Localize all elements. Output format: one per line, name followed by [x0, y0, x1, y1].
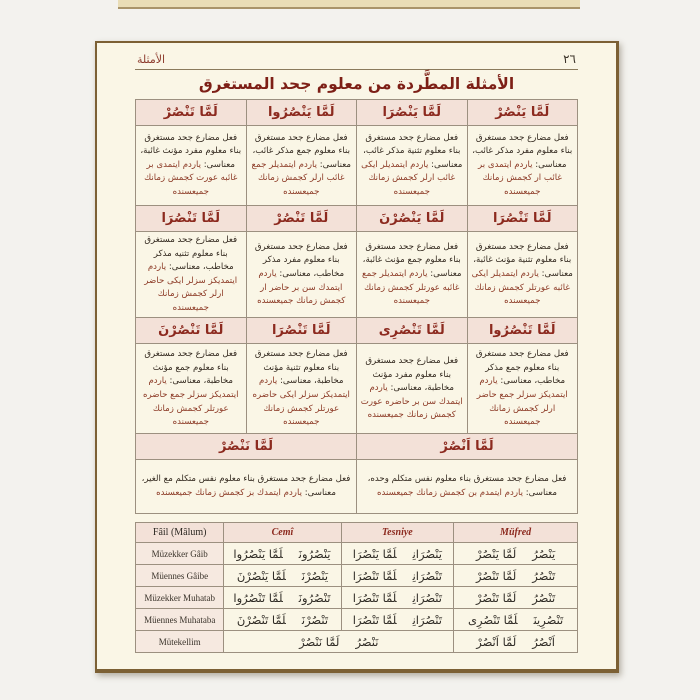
conjugation-cell: تَنْصُرَانِلَمَّا تَنْصُرَا — [341, 609, 454, 631]
conjugation-cell: يَنْصُرْنَلَمَّا يَنْصُرْنَ — [224, 565, 341, 587]
conjugation-cell: تَنْصُرُلَمَّا تَنْصُرْ — [454, 565, 578, 587]
verb-form-header: لَمَّا تَنْصُرَا — [136, 206, 247, 232]
conjugation-cell: نَنْصُرُلَمَّا نَنْصُرْ — [224, 631, 454, 653]
conjugation-cell: يَنْصُرُونَلَمَّا يَنْصُرُوا — [224, 543, 341, 565]
conjugation-cell: تَنْصُرَانِلَمَّا تَنْصُرَا — [341, 565, 454, 587]
verb-form-header: لَمَّا تَنْصُرْ — [136, 100, 247, 126]
verb-description-cell: فعل مضارع جحد مستغرق بناء معلوم جمع مذكر مخاطب، معناسى: ياردم ايتمديكز سزلر جمع حاضر ارلر كجمش زمانك جميعسنده — [467, 344, 578, 434]
person-row-label: Müzekker Muhatab — [136, 587, 224, 609]
number-column-header: Cemî — [224, 523, 341, 543]
verb-form-header: لَمَّا يَنْصُرُوا — [246, 100, 357, 126]
running-title: الأمثلة — [137, 53, 166, 66]
conjugation-cell: تَنْصُرْنَلَمَّا تَنْصُرْنَ — [224, 609, 341, 631]
verb-description-cell: فعل مضارع جحد مستغرق بناء معلوم جمع مذكر غائب، معناسى: ياردم ايتمديلر جمع غائب ارلر كجمش زمانك جميعسنده — [246, 126, 357, 206]
verb-form-header: لَمَّا تَنْصُرْنَ — [136, 318, 247, 344]
paradigm-grid — [135, 99, 578, 514]
verb-form-header: لَمَّا اَنْصُرْ — [357, 434, 578, 460]
conjugation-summary-table — [135, 522, 578, 653]
verb-form-header: لَمَّا تَنْصُرِى — [357, 318, 468, 344]
verb-description-cell: فعل مضارع جحد مستغرق بناء معلوم تثنية مؤنث مخاطبة، معناسى: ياردم ايتمديكز سزلر ايكى حاضره عورتلر كجمش زمانك جميعسنده — [246, 344, 357, 434]
verb-form-header: لَمَّا يَنْصُرْ — [467, 100, 578, 126]
verb-description-cell: فعل مضارع جحد مستغرق بناء معلوم مفرد مذكر مخاطب، معناسى: ياردم ايتمدك سن بر حاضر ار كجمش زمانك جميعسنده — [246, 232, 357, 318]
verb-description-cell: فعل مضارع جحد مستغرق بناء معلوم نفس متكلم مع الغير، معناسى: ياردم ايتمدك بز كجمش زمانك جميعسنده — [136, 460, 357, 514]
conjugation-cell: تَنْصُرَانِلَمَّا تَنْصُرَا — [341, 587, 454, 609]
verb-description-cell: فعل مضارع جحد مستغرق بناء معلوم تثنية مذكر غائب، معناسى: ياردم ايتمديلر ايكى غائب ارلر كجمش زمانك جميعسنده — [357, 126, 468, 206]
verb-form-header: لَمَّا نَنْصُرْ — [136, 434, 357, 460]
number-column-header: Müfred — [454, 523, 578, 543]
verb-form-header: لَمَّا تَنْصُرَا — [467, 206, 578, 232]
verb-description-cell: فعل مضارع جحد مستغرق بناء معلوم تثنيه مذكر مخاطب، معناسى: ياردم ايتمديكز سزلر ايكى حاضر ارلر كجمش زمانك جميعسنده — [136, 232, 247, 318]
verb-form-header: لَمَّا يَنْصُرْنَ — [357, 206, 468, 232]
person-row-label: Müennes Gâibe — [136, 565, 224, 587]
verb-form-header: لَمَّا تَنْصُرْ — [246, 206, 357, 232]
fail-malum-column-header: Fâil (Mâlum) — [136, 523, 224, 543]
verb-description-cell: فعل مضارع جحد مستغرق بناء معلوم مفرد مؤنث مخاطبة، معناسى: ياردم ايتمدك سن بر حاضره عورت كجمش زمانك جميعسنده — [357, 344, 468, 434]
verb-description-cell: فعل مضارع جحد مستغرق بناء معلوم جمع مؤنث مخاطبة، معناسى: ياردم ايتمديكز سزلر جمع حاضره عورتلر كجمش زمانك جميعسنده — [136, 344, 247, 434]
verb-description-cell: فعل مضارع جحد مستغرق بناء معلوم تثنية مؤنث غائبة، معناسى: ياردم ايتمديلر ايكى غائبه عورتلر كجمش زمانك جميعسنده — [467, 232, 578, 318]
page-header — [135, 52, 578, 70]
book-page — [95, 41, 619, 673]
verb-description-cell: فعل مضارع جحد مستغرق بناء معلوم مفرد مذكر غائب، معناسى: ياردم ايتمدى بر غائب ار كجمش زمانك جميعسنده — [467, 126, 578, 206]
conjugation-cell: تَنْصُرُلَمَّا تَنْصُرْ — [454, 587, 578, 609]
conjugation-cell: تَنْصُرِينَلَمَّا تَنْصُرِى — [454, 609, 578, 631]
verb-form-header: لَمَّا تَنْصُرَا — [246, 318, 357, 344]
conjugation-cell: تَنْصُرُونَلَمَّا تَنْصُرُوا — [224, 587, 341, 609]
number-column-header: Tesniye — [341, 523, 454, 543]
person-row-label: Müzekker Gâib — [136, 543, 224, 565]
verb-description-cell: فعل مضارع جحد مستغرق بناء معلوم جمع مؤنث غائبة، معناسى: ياردم ايتمديلر جمع غائبه عورتلر كجمش زمانك جميعسنده — [357, 232, 468, 318]
person-row-label: Mütekellim — [136, 631, 224, 653]
verb-description-cell: فعل مضارع جحد مستغرق بناء معلوم نفس متكلم وحده، معناسى: ياردم ايتمدم بن كجمش زمانك جميعسنده — [357, 460, 578, 514]
adjacent-page-edge — [118, 0, 580, 9]
verb-form-header: لَمَّا يَنْصُرَا — [357, 100, 468, 126]
verb-form-header: لَمَّا تَنْصُرُوا — [467, 318, 578, 344]
conjugation-cell: اَنْصُرُلَمَّا اَنْصُرْ — [454, 631, 578, 653]
verb-description-cell: فعل مضارع جحد مستغرق بناء معلوم مفرد مؤنث غائبة، معناسى: ياردم ايتمدى بر غائبه عورت كجمش زمانك جميعسنده — [136, 126, 247, 206]
person-row-label: Müennes Muhataba — [136, 609, 224, 631]
section-title: الأمثلة المطَّردة من معلوم جحد المستغرق — [198, 75, 515, 93]
conjugation-cell: يَنْصُرُلَمَّا يَنْصُرْ — [454, 543, 578, 565]
page-number: ٢٦ — [563, 52, 576, 66]
conjugation-cell: يَنْصُرَانِلَمَّا يَنْصُرَا — [341, 543, 454, 565]
